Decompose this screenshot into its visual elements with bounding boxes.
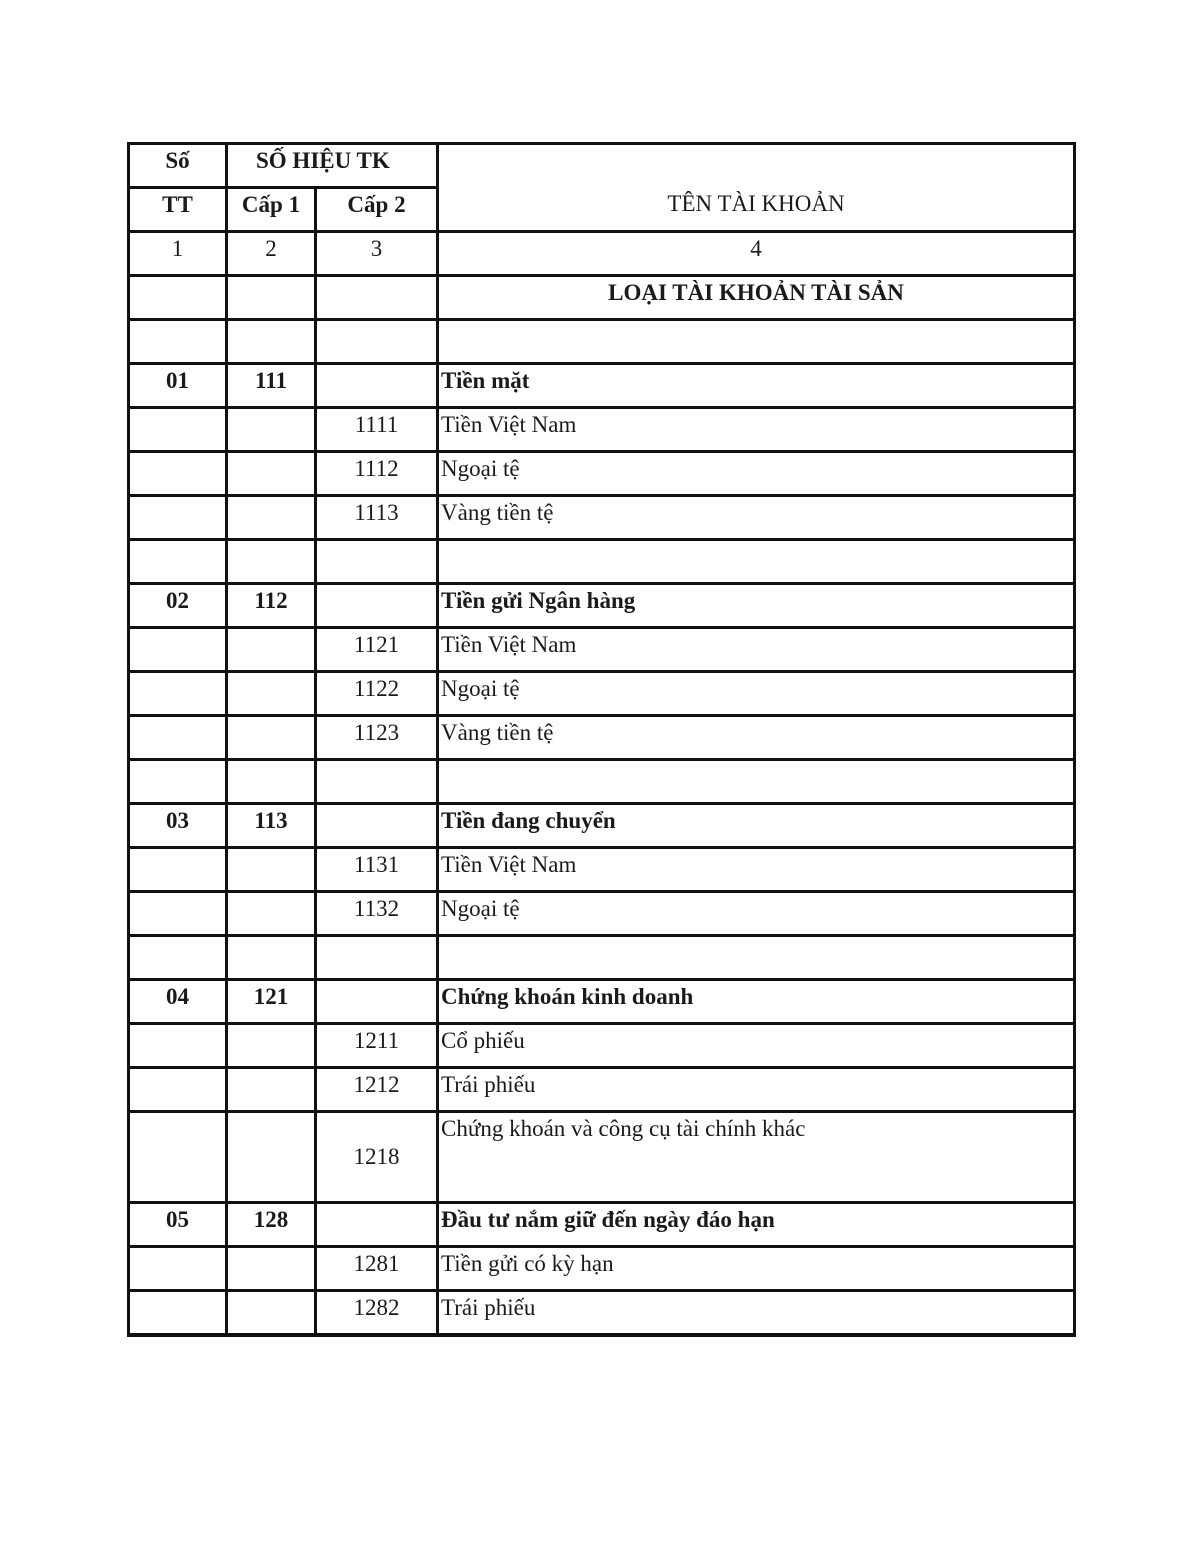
table-row [129, 848, 1075, 892]
account-code-level-1 [227, 716, 316, 760]
account-stt [129, 1291, 227, 1336]
account-code-level-1 [227, 452, 316, 496]
account-name: Tiền gửi Ngân hàng [438, 584, 1075, 628]
account-name: Tiền mặt [438, 364, 1075, 408]
table-row [129, 716, 1075, 760]
account-stt [129, 452, 227, 496]
account-code-level-1 [227, 760, 316, 804]
account-code-level-1: 113 [227, 804, 316, 848]
account-code-level-1 [227, 848, 316, 892]
account-code-level-2: 1211 [316, 1024, 438, 1068]
account-code-level-1 [227, 1247, 316, 1291]
account-name: Tiền Việt Nam [438, 408, 1075, 452]
account-code-level-2: 1121 [316, 628, 438, 672]
account-code-level-2: 1113 [316, 496, 438, 540]
column-number-3: 3 [316, 232, 438, 276]
column-number-1: 1 [129, 232, 227, 276]
account-code-level-2: 1132 [316, 892, 438, 936]
table-row [129, 364, 1075, 408]
account-name: Ngoại tệ [438, 892, 1075, 936]
table-row [129, 408, 1075, 452]
account-stt [129, 628, 227, 672]
account-code-level-2: 1123 [316, 716, 438, 760]
empty-cell [316, 276, 438, 320]
header-so-hieu-tk: SỐ HIỆU TK [227, 144, 438, 188]
table-body [129, 144, 1075, 1336]
account-stt: 01 [129, 364, 227, 408]
account-name: Ngoại tệ [438, 672, 1075, 716]
account-code-level-2 [316, 804, 438, 848]
account-code-level-2: 1218 [316, 1112, 438, 1203]
account-name [438, 936, 1075, 980]
account-stt [129, 672, 227, 716]
account-code-level-1 [227, 628, 316, 672]
account-code-level-1: 121 [227, 980, 316, 1024]
account-code-level-2: 1131 [316, 848, 438, 892]
table-row [129, 672, 1075, 716]
section-title: LOẠI TÀI KHOẢN TÀI SẢN [438, 276, 1075, 320]
account-stt [129, 936, 227, 980]
account-stt [129, 408, 227, 452]
account-stt [129, 716, 227, 760]
header-empty-cell [438, 144, 1075, 188]
account-code-level-2 [316, 760, 438, 804]
table-row [129, 980, 1075, 1024]
account-code-level-2: 1122 [316, 672, 438, 716]
table-row [129, 320, 1075, 364]
header-row-1 [129, 144, 1075, 188]
table-row [129, 496, 1075, 540]
table-row [129, 628, 1075, 672]
account-code-level-1 [227, 408, 316, 452]
table-row [129, 1024, 1075, 1068]
account-stt [129, 540, 227, 584]
account-code-level-2 [316, 1203, 438, 1247]
account-stt: 02 [129, 584, 227, 628]
account-code-level-1 [227, 496, 316, 540]
column-number-2: 2 [227, 232, 316, 276]
account-stt [129, 892, 227, 936]
account-stt [129, 1024, 227, 1068]
header-tt: TT [129, 188, 227, 232]
chart-of-accounts-table [127, 142, 1076, 1337]
table-row [129, 1112, 1075, 1203]
account-code-level-2 [316, 584, 438, 628]
account-name: Vàng tiền tệ [438, 716, 1075, 760]
account-stt [129, 496, 227, 540]
account-code-level-1 [227, 1068, 316, 1112]
account-stt [129, 320, 227, 364]
account-code-level-1 [227, 1024, 316, 1068]
account-code-level-2: 1281 [316, 1247, 438, 1291]
empty-cell [227, 276, 316, 320]
account-name: Chứng khoán và công cụ tài chính khác [438, 1112, 1075, 1203]
account-name: Đầu tư nắm giữ đến ngày đáo hạn [438, 1203, 1075, 1247]
account-name: Tiền Việt Nam [438, 848, 1075, 892]
account-code-level-2 [316, 540, 438, 584]
table-row [129, 1068, 1075, 1112]
account-name [438, 760, 1075, 804]
account-name: Tiền đang chuyển [438, 804, 1075, 848]
account-stt: 05 [129, 1203, 227, 1247]
header-so: Số [129, 144, 227, 188]
account-stt [129, 1247, 227, 1291]
table-row [129, 1203, 1075, 1247]
account-name [438, 320, 1075, 364]
account-stt: 04 [129, 980, 227, 1024]
table-row [129, 936, 1075, 980]
account-name: Tiền gửi có kỳ hạn [438, 1247, 1075, 1291]
account-stt [129, 1068, 227, 1112]
account-name: Trái phiếu [438, 1068, 1075, 1112]
account-code-level-1: 111 [227, 364, 316, 408]
table-row [129, 1247, 1075, 1291]
account-code-level-1 [227, 540, 316, 584]
account-stt [129, 760, 227, 804]
account-code-level-2: 1112 [316, 452, 438, 496]
table-row [129, 452, 1075, 496]
table-row [129, 1291, 1075, 1336]
account-code-level-2: 1212 [316, 1068, 438, 1112]
account-stt [129, 848, 227, 892]
table-row [129, 760, 1075, 804]
account-code-level-2: 1111 [316, 408, 438, 452]
section-title-row [129, 276, 1075, 320]
account-code-level-2 [316, 364, 438, 408]
account-name: Cổ phiếu [438, 1024, 1075, 1068]
empty-cell [129, 276, 227, 320]
account-stt: 03 [129, 804, 227, 848]
account-code-level-1: 128 [227, 1203, 316, 1247]
account-code-level-2: 1282 [316, 1291, 438, 1336]
account-code-level-1 [227, 672, 316, 716]
account-code-level-2 [316, 320, 438, 364]
account-code-level-1 [227, 936, 316, 980]
header-row-2 [129, 188, 1075, 232]
account-name: Trái phiếu [438, 1291, 1075, 1336]
account-code-level-1 [227, 1291, 316, 1336]
account-name [438, 540, 1075, 584]
account-name: Tiền Việt Nam [438, 628, 1075, 672]
account-code-level-1 [227, 1112, 316, 1203]
account-code-level-1 [227, 320, 316, 364]
header-cap-1: Cấp 1 [227, 188, 316, 232]
header-cap-2: Cấp 2 [316, 188, 438, 232]
account-code-level-1: 112 [227, 584, 316, 628]
account-stt [129, 1112, 227, 1203]
header-row-3 [129, 232, 1075, 276]
account-code-level-1 [227, 892, 316, 936]
table-row [129, 892, 1075, 936]
table-row [129, 540, 1075, 584]
account-name: Chứng khoán kinh doanh [438, 980, 1075, 1024]
account-code-level-2 [316, 936, 438, 980]
account-code-level-2 [316, 980, 438, 1024]
header-ten-tai-khoan: TÊN TÀI KHOẢN [438, 188, 1075, 232]
table-row [129, 804, 1075, 848]
column-number-4: 4 [438, 232, 1075, 276]
table-row [129, 584, 1075, 628]
account-name: Vàng tiền tệ [438, 496, 1075, 540]
account-name: Ngoại tệ [438, 452, 1075, 496]
